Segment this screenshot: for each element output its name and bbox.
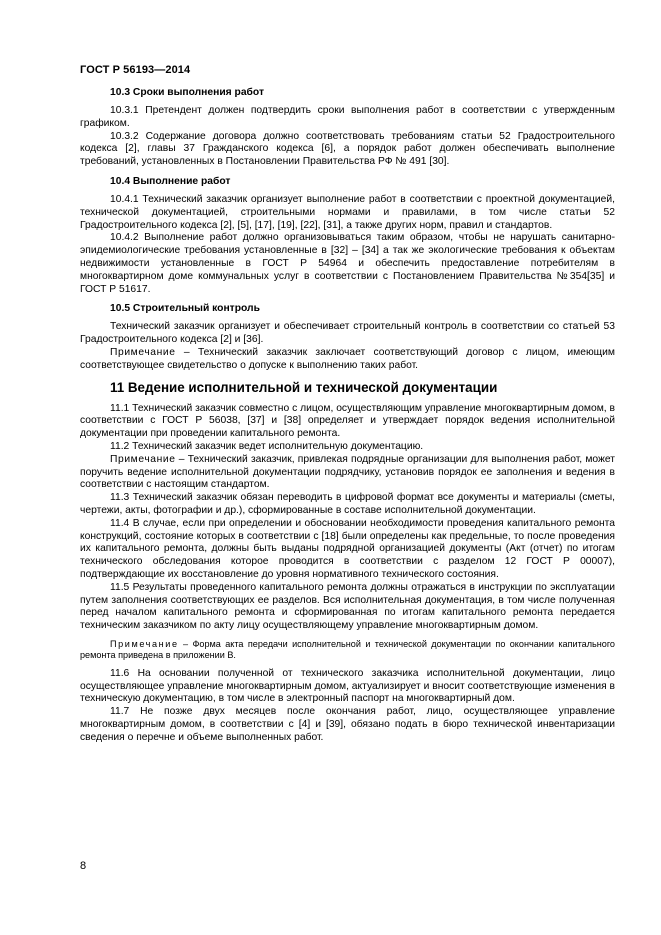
document-body [80,86,615,744]
section-heading-10-3: 10.3 Сроки выполнения работ [110,87,264,98]
page-number: 8 [80,860,87,872]
paragraph: 10.4.1 Технический заказчик организует выполнение работ в соответствии с проектной документацией, технической документацией, строительными нормами и правилами, в том числе статьи 52 Градостроительного кодекса [2], [5], [17], [19], [22], [31], а также других норм, правил и стандартов. [80,193,615,231]
paragraph: Технический заказчик организует и обеспечивает строительный контроль в соответствии со статьей 53 Градостроительного кодекса [2] и [36]. [80,321,615,346]
note-paragraph [80,454,615,492]
section-heading-10-4: 10.4 Выполнение работ [110,175,231,187]
note-label: Примечание [110,453,176,465]
paragraph: 11.6 На основании полученной от технического заказчика исполнительной документации, лицо осуществляющее управление многоквартирным домом, актуализирует и вносит соответствующие изменения в техническую документацию, в том числе в электронный паспорт на многоквартирный дом. [80,667,615,705]
paragraph: 11.7 Не позже двух месяцев после окончания работ, лицо, осуществляющее управление многоквартирным домом, в соответствии с [4] и [39], обязано подать в бюро технической инвентаризации сведения о перечне и объеме выполненных работ. [80,706,615,743]
note-text: – Форма акта передачи исполнительной и технической документации по окончании капитального ремонта приведена в приложении В. [80,638,615,661]
section-heading-10-5: 10.5 Строительный контроль [110,303,260,315]
note-label: Примечание [110,638,179,649]
note-paragraph-small [80,639,615,662]
section-heading-11: 11 Ведение исполнительной и технической документации [110,379,498,395]
paragraph: 11.4 В случае, если при определении и обосновании необходимости проведения капитального ремонта конструкций, состояние которых в соответствии с [18] были определены как предельные, то после проведения их капитального ремонта, должны быть выданы подрядной организацией документы (Акт (отчет) по итогам технического обследования которое проводится в соответствии с разделом 12 ГОСТ Р 00007), подтверждающие их восстановление до уровня нормативного технического состояния. [80,517,615,580]
paragraph: 10.3.2 Содержание договора должно соответствовать требованиям статьи 52 Градостроительного кодекса [2], главы 37 Гражданского кодекса [6], а порядок работ должен обеспечивать выполнение требований, установленных в Постановлении Правительства РФ № 491 [30]. [80,130,615,168]
paragraph: 10.3.1 Претендент должен подтвердить сроки выполнения работ в соответствии с утвержденным графиком. [80,105,615,129]
note-paragraph [80,347,615,373]
paragraph: 11.5 Результаты проведенного капитального ремонта должны отражаться в инструкции по эксплуатации путем заполнения соответствующих ее разделов. Вся исполнительная документация, в том числе полученная перед началом капитального ремонта и сформированная по итогам капитального ремонта передается техническим заказчиком по акту лицу осуществляющему управление многоквартирным домом. [80,581,615,632]
paragraph: 11.2 Технический заказчик ведет исполнительную документацию. [110,440,424,452]
paragraph: 11.3 Технический заказчик обязан переводить в цифровой формат все документы и материалы (сметы, чертежи, акты, фотографии и др.), сформированные в составе исполнительной документации. [80,492,615,516]
paragraph: 10.4.2 Выполнение работ должно организовываться таким образом, чтобы не нарушать санитарно-эпидемиологические требования установленные в [32] – [34] а так же экологические требования к объектам недвижимости установленные в ГОСТ Р 54964 и обеспечить предоставление потребителям в многоквартирном доме коммунальных услуг в соответствии с Постановлением Правительства №354[35] и ГОСТ Р 51617. [80,232,615,295]
note-text: – Технический заказчик, привлекая подрядные организации для выполнения работ, может поручить ведение исполнительной документации подрядчику, установив порядок ее заполнения и ведения в соответствии с настоящим стандартом. [80,453,615,491]
note-text: – Технический заказчик заключает соответствующий договор с лицом, имеющим соответствующее свидетельство о допуске к выполнению таких работ. [80,346,615,371]
paragraph: 11.1 Технический заказчик совместно с лицом, осуществляющим управление многоквартирным домом, в соответствии с ГОСТ Р 56038, [37] и [38] определяет и утверждает порядок ведения исполнительной документации при проведении капитального ремонта. [80,402,615,440]
document-header: ГОСТ Р 56193—2014 [80,64,191,76]
note-label: Примечание [110,346,176,358]
